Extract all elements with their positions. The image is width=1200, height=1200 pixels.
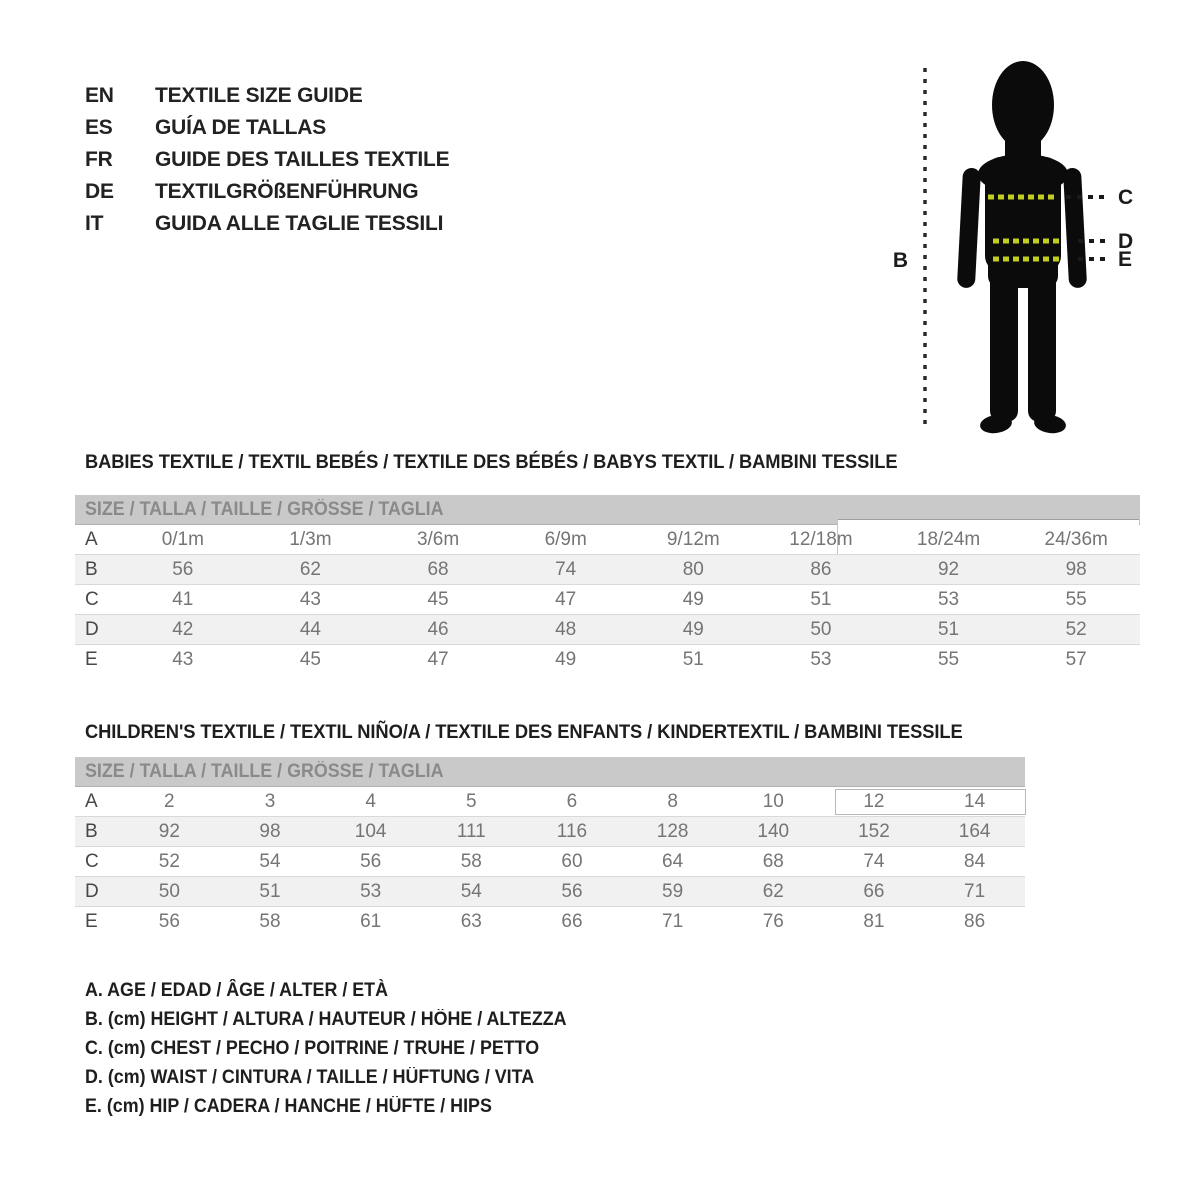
size-value-cell: 53 — [937, 588, 960, 610]
language-title: TEXTILE SIZE GUIDE — [155, 84, 363, 107]
hip-label: E — [1118, 248, 1133, 271]
size-value-cell: 71 — [662, 910, 684, 932]
size-value-cell: 152 — [858, 820, 890, 842]
size-value-cell: 140 — [757, 820, 790, 842]
size-value-cell: 61 — [360, 910, 382, 932]
size-value-cell: 44 — [299, 618, 321, 640]
row-label-cell: C — [85, 850, 99, 872]
size-value-cell: 12 — [863, 790, 885, 812]
size-value-cell: 104 — [354, 820, 387, 842]
size-value-cell: 74 — [863, 850, 885, 872]
size-value-cell: 51 — [259, 880, 281, 902]
size-value-cell: 164 — [958, 820, 991, 842]
size-value-cell: 56 — [158, 910, 180, 932]
size-figure — [860, 50, 1180, 450]
size-value-cell: 3/6m — [416, 528, 460, 550]
row-label-cell: A — [85, 790, 98, 812]
size-value-cell: 71 — [964, 880, 986, 902]
size-value-cell: 49 — [682, 618, 704, 640]
measurement-legend — [85, 976, 597, 1121]
language-code: FR — [85, 148, 113, 171]
row-label-cell: B — [85, 820, 98, 842]
size-value-cell: 10 — [762, 790, 784, 812]
size-value-cell: 62 — [762, 880, 784, 902]
size-value-cell: 43 — [299, 588, 321, 610]
table-row — [75, 817, 1025, 847]
chest-label: C — [1118, 186, 1134, 209]
language-code: ES — [85, 116, 113, 139]
size-value-cell: 49 — [555, 648, 577, 670]
row-label-cell: A — [85, 528, 98, 550]
size-value-cell: 92 — [937, 558, 960, 580]
children-size-table — [75, 757, 1025, 936]
size-value-cell: 86 — [810, 558, 832, 580]
language-list — [85, 80, 449, 240]
row-label-cell: D — [85, 880, 99, 902]
table-row — [75, 585, 1140, 615]
table-row — [75, 525, 1140, 555]
size-value-cell: 8 — [667, 790, 678, 812]
size-value-cell: 55 — [937, 648, 960, 670]
size-value-cell: 66 — [863, 880, 885, 902]
size-value-cell: 68 — [427, 558, 449, 580]
size-value-cell: 42 — [172, 618, 194, 640]
size-header-band — [75, 757, 1025, 787]
table-row — [75, 787, 1025, 817]
size-value-cell: 47 — [427, 648, 449, 670]
legend-item: D. (cm) WAIST / CINTURA / TAILLE / HÜFTUNG / VITA — [85, 1067, 535, 1088]
babies-size-grid — [75, 525, 1140, 674]
legend-item: E. (cm) HIP / CADERA / HANCHE / HÜFTE / HIPS — [85, 1096, 492, 1117]
size-value-cell: 86 — [964, 910, 986, 932]
row-label-cell: D — [85, 618, 99, 640]
size-value-cell: 24/36m — [1044, 528, 1108, 550]
size-header-label: SIZE / TALLA / TAILLE / GRÖSSE / TAGLIA — [85, 761, 444, 782]
size-value-cell: 76 — [762, 910, 784, 932]
size-value-cell: 14 — [964, 790, 986, 812]
size-value-cell: 54 — [259, 850, 281, 872]
size-value-cell: 46 — [427, 618, 449, 640]
language-row — [85, 80, 449, 112]
size-value-cell: 48 — [555, 618, 577, 640]
header-highlight-patch — [837, 519, 1139, 527]
size-value-cell: 12/18m — [789, 528, 853, 550]
table-row — [75, 615, 1140, 645]
size-value-cell: 56 — [360, 850, 382, 872]
child-silhouette — [957, 61, 1087, 435]
size-value-cell: 3 — [264, 790, 276, 812]
size-value-cell: 116 — [556, 820, 588, 842]
table-row — [75, 847, 1025, 877]
language-row — [85, 144, 449, 176]
size-value-cell: 62 — [299, 558, 321, 580]
legend-item: A. AGE / EDAD / ÂGE / ALTER / ETÀ — [85, 980, 388, 1001]
size-value-cell: 53 — [810, 648, 832, 670]
size-value-cell: 57 — [1065, 648, 1087, 670]
size-value-cell: 18/24m — [916, 528, 981, 550]
size-value-cell: 98 — [259, 820, 281, 842]
language-title: GUIDA ALLE TAGLIE TESSILI — [155, 212, 444, 235]
size-value-cell: 80 — [682, 558, 704, 580]
language-row — [85, 208, 449, 240]
size-value-cell: 2 — [164, 790, 175, 812]
size-value-cell: 6 — [566, 790, 578, 812]
size-value-cell: 50 — [810, 618, 832, 640]
row-label-cell: E — [85, 910, 98, 932]
size-value-cell: 128 — [656, 820, 689, 842]
size-value-cell: 59 — [662, 880, 684, 902]
size-value-cell: 50 — [158, 880, 180, 902]
size-value-cell: 53 — [360, 880, 382, 902]
legend-item: C. (cm) CHEST / PECHO / POITRINE / TRUHE / PETTO — [85, 1038, 540, 1059]
size-value-cell: 55 — [1065, 588, 1087, 610]
row-label-cell: E — [85, 648, 98, 670]
size-value-cell: 45 — [427, 588, 449, 610]
size-value-cell: 68 — [762, 850, 784, 872]
language-code: DE — [85, 180, 114, 203]
row-label-cell: C — [85, 588, 99, 610]
size-value-cell: 47 — [555, 588, 577, 610]
size-value-cell: 0/1m — [161, 528, 204, 550]
size-value-cell: 84 — [964, 850, 986, 872]
language-title: GUÍA DE TALLAS — [155, 116, 327, 139]
size-header-label: SIZE / TALLA / TAILLE / GRÖSSE / TAGLIA — [85, 499, 444, 520]
legend-item: B. (cm) HEIGHT / ALTURA / HAUTEUR / HÖHE / ALTEZZA — [85, 1009, 567, 1030]
size-value-cell: 56 — [172, 558, 194, 580]
language-title: GUIDE DES TAILLES TEXTILE — [155, 148, 450, 171]
language-row — [85, 112, 449, 144]
size-value-cell: 43 — [172, 648, 194, 670]
language-title: TEXTILGRÖßENFÜHRUNG — [155, 180, 419, 203]
table-row — [75, 907, 1025, 937]
language-code: EN — [85, 84, 114, 107]
language-code: IT — [85, 212, 104, 235]
size-value-cell: 49 — [682, 588, 704, 610]
size-value-cell: 52 — [1065, 618, 1087, 640]
size-value-cell: 64 — [662, 850, 684, 872]
children-section-heading: CHILDREN'S TEXTILE / TEXTIL NIÑO/A / TEXTILE DES ENFANTS / KINDERTEXTIL / BAMBINI TESSILE — [85, 721, 963, 743]
babies-size-table — [75, 495, 1140, 674]
size-value-cell: 58 — [460, 850, 482, 872]
size-value-cell: 92 — [158, 820, 180, 842]
height-label: B — [892, 249, 908, 272]
size-value-cell: 9/12m — [666, 528, 720, 550]
language-row — [85, 176, 449, 208]
table-row — [75, 645, 1140, 675]
babies-section-heading: BABIES TEXTILE / TEXTIL BEBÉS / TEXTILE DES BÉBÉS / BABYS TEXTIL / BAMBINI TESSILE — [85, 451, 898, 473]
waist-label: D — [1118, 230, 1134, 253]
size-value-cell: 74 — [555, 558, 577, 580]
row-label-cell: B — [85, 558, 98, 580]
size-value-cell: 98 — [1065, 558, 1087, 580]
size-value-cell: 66 — [561, 910, 583, 932]
size-value-cell: 45 — [299, 648, 321, 670]
size-value-cell: 41 — [172, 588, 194, 610]
size-value-cell: 51 — [810, 588, 832, 610]
children-size-grid — [75, 787, 1025, 936]
size-value-cell: 56 — [561, 880, 583, 902]
size-value-cell: 51 — [682, 648, 704, 670]
size-value-cell: 60 — [561, 850, 583, 872]
size-value-cell: 51 — [937, 618, 960, 640]
table-row — [75, 555, 1140, 585]
table-row — [75, 877, 1025, 907]
size-value-cell: 1/3m — [289, 528, 332, 550]
size-value-cell: 81 — [863, 910, 885, 932]
size-value-cell: 63 — [460, 910, 482, 932]
size-value-cell: 111 — [456, 820, 486, 842]
size-value-cell: 6/9m — [544, 528, 587, 550]
size-value-cell: 52 — [158, 850, 180, 872]
size-value-cell: 54 — [460, 880, 482, 902]
size-value-cell: 5 — [466, 790, 477, 812]
size-value-cell: 4 — [365, 790, 376, 812]
size-value-cell: 58 — [259, 910, 281, 932]
